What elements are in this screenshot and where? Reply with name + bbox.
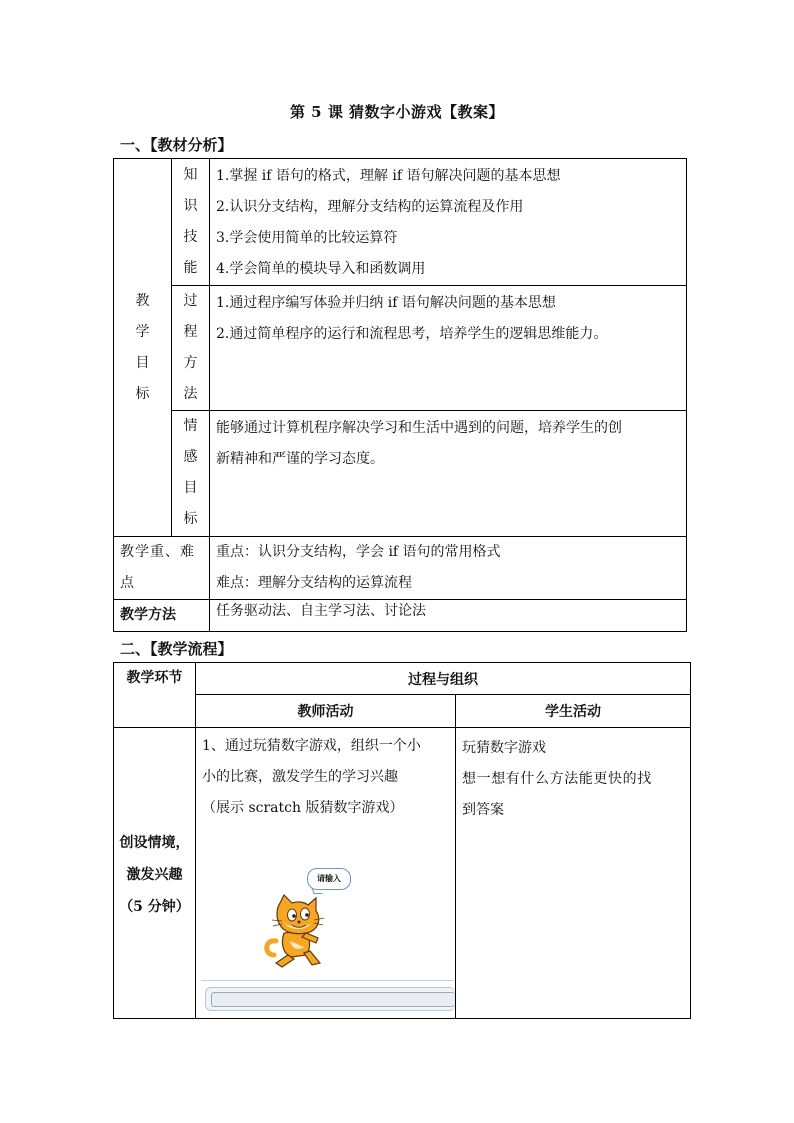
knowledge-line: 1.掌握 if 语句的格式，理解 if 语句解决问题的基本思想 [216, 168, 561, 184]
student-header-cell [456, 695, 691, 728]
stage-header-cell [114, 663, 196, 728]
stage-line: （5 分钟） [119, 899, 190, 915]
goal-label-cell [114, 159, 172, 537]
teacher-line: 1、通过玩猜数字游戏，组织一个小 [202, 738, 421, 754]
knowledge-content-cell [210, 159, 687, 286]
process-label-char: 过 [183, 293, 198, 309]
process-header: 过程与组织 [408, 671, 478, 688]
method-label-cell [114, 600, 210, 632]
stage-line: 激发兴趣 [126, 867, 183, 883]
knowledge-label-char: 知 [183, 167, 198, 183]
emotion-label-char: 情 [183, 418, 198, 434]
emotion-label-char: 目 [183, 480, 198, 496]
student-header: 学生活动 [545, 704, 601, 720]
key-points-label: 教学重、难 [120, 544, 195, 560]
process-header-cell [196, 663, 691, 695]
student-line: 到答案 [462, 802, 504, 818]
student-line: 玩猜数字游戏 [462, 740, 546, 756]
knowledge-line: 2.认识分支结构，理解分支结构的运算流程及作用 [216, 199, 524, 215]
section-heading-flow: 二、【教学流程】 [120, 640, 233, 658]
stage-cell [114, 728, 196, 1019]
emotion-line: 新精神和严谨的学习态度。 [216, 451, 384, 467]
process-label-char: 法 [183, 386, 198, 402]
knowledge-line: 4.学会简单的模块导入和函数调用 [216, 261, 426, 277]
knowledge-label-cell [172, 159, 210, 286]
key-point-line: 难点：理解分支结构的运算流程 [216, 575, 412, 591]
process-label-char: 程 [183, 324, 198, 340]
emotion-line: 能够通过计算机程序解决学习和生活中遇到的问题，培养学生的创 [216, 420, 622, 436]
stage-divider [201, 980, 454, 981]
stage-header: 教学环节 [126, 670, 183, 686]
key-points-content-cell [210, 537, 687, 600]
emotion-label-cell [172, 411, 210, 537]
goal-label-char: 教 [135, 292, 150, 309]
analysis-table [113, 158, 687, 632]
page-title: 第 5 课 猜数字小游戏【教案】 [289, 103, 505, 121]
key-points-label-cell [114, 537, 210, 600]
stage-line: 创设情境， [119, 835, 190, 851]
emotion-label-char: 标 [183, 511, 198, 527]
goal-label-char: 学 [135, 323, 150, 340]
speech-bubble: 请输入 [307, 868, 351, 890]
key-point-line: 重点：认识分支结构，学会 if 语句的常用格式 [216, 544, 501, 560]
answer-input[interactable] [205, 987, 455, 1011]
scratch-cat-icon [262, 893, 332, 973]
teacher-header: 教师活动 [297, 704, 354, 720]
method-content-cell [210, 600, 687, 632]
process-label-cell [172, 286, 210, 411]
teacher-line: （展示 scratch 版猜数字游戏） [202, 800, 404, 816]
knowledge-label-char: 识 [183, 198, 198, 214]
knowledge-label-char: 技 [183, 229, 198, 245]
knowledge-line: 3.学会使用简单的比较运算符 [216, 230, 398, 246]
goal-label-char: 标 [135, 385, 150, 402]
method-value: 任务驱动法、自主学习法、讨论法 [216, 603, 426, 619]
method-label: 教学方法 [120, 607, 176, 623]
process-line: 1.通过程序编写体验并归纳 if 语句解决问题的基本思想 [216, 295, 556, 311]
student-activity-cell [456, 728, 691, 1019]
key-points-label: 点 [120, 575, 134, 591]
teacher-header-cell [196, 695, 456, 728]
flow-table [113, 662, 691, 1019]
emotion-content-cell [210, 411, 687, 537]
teacher-line: 小的比赛，激发学生的学习兴趣 [202, 769, 398, 785]
process-content-cell [210, 286, 687, 411]
emotion-label-char: 感 [183, 449, 198, 465]
answer-input-field[interactable] [211, 992, 455, 1007]
process-line: 2.通过简单程序的运行和流程思考，培养学生的逻辑思维能力。 [216, 326, 608, 342]
student-line: 想一想有什么方法能更快的找 [462, 771, 652, 787]
goal-label-char: 目 [135, 354, 150, 371]
knowledge-label-char: 能 [183, 260, 198, 276]
section-heading-analysis: 一、【教材分析】 [120, 136, 233, 154]
process-label-char: 方 [183, 355, 198, 371]
